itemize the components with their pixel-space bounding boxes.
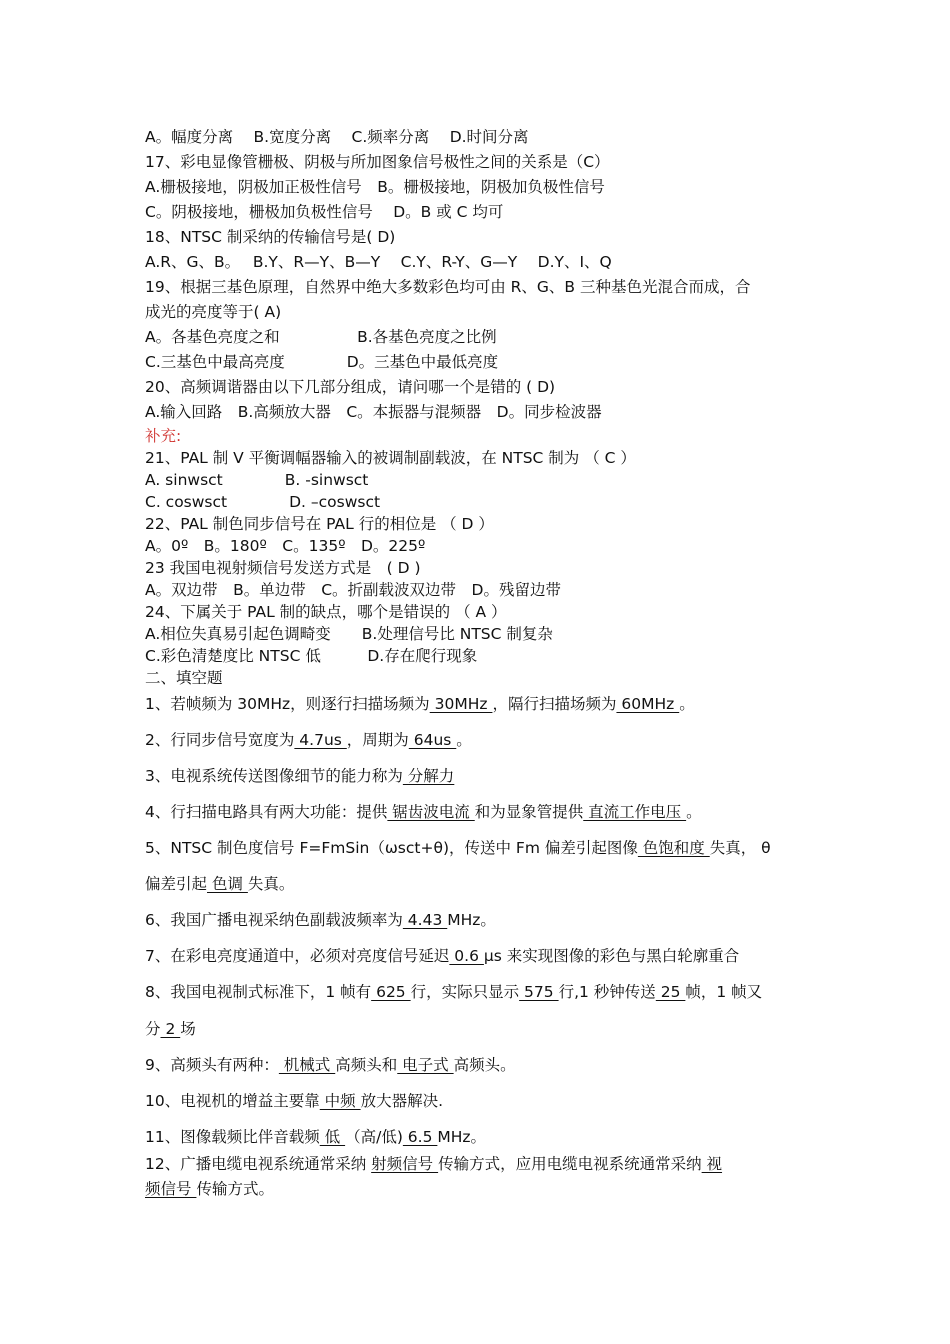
text: 。 bbox=[686, 803, 702, 821]
text: 5、NTSC 制色度信号 F=FmSin（ωsct+θ)，传送中 Fm 偏差引起图像 bbox=[145, 839, 638, 857]
choice-line: A。幅度分离 B.宽度分离 C.频率分离 D.时间分离 bbox=[145, 128, 529, 146]
supplement-line: C. coswsct D. –coswsct bbox=[145, 493, 381, 511]
text: 偏差引起 bbox=[145, 875, 208, 893]
fill-question-6 bbox=[145, 910, 496, 930]
text: 帧，1 帧又 bbox=[685, 983, 763, 1001]
supplement-line: A。0º B。180º C。135º D。225º bbox=[145, 537, 426, 555]
supplement-line: C.彩色清楚度比 NTSC 低 D.存在爬行现象 bbox=[145, 647, 478, 665]
answer: 机械式 bbox=[278, 1056, 336, 1074]
text: 行,1 秒钟传送 bbox=[558, 983, 656, 1001]
text: 行，实际只显示 bbox=[410, 983, 520, 1001]
text: 和为显象管提供 bbox=[474, 803, 584, 821]
fill-question-5 bbox=[145, 838, 771, 858]
fill-question-8 bbox=[145, 982, 762, 1002]
text: 9、高频头有两种： bbox=[145, 1056, 279, 1074]
answer: 射频信号 bbox=[371, 1155, 439, 1173]
text: 4、行扫描电路具有两大功能：提供 bbox=[145, 803, 388, 821]
answer: 2 bbox=[160, 1020, 181, 1038]
answer: 4.43 bbox=[402, 911, 448, 929]
fill-question-12-cont bbox=[145, 1179, 274, 1199]
answer: 中频 bbox=[319, 1092, 361, 1110]
text: 6、我国广播电视采纳色副载波频率为 bbox=[145, 911, 403, 929]
answer: 视 bbox=[701, 1155, 723, 1173]
text: ，隔行扫描场频为 bbox=[492, 695, 617, 713]
text: 失真。 bbox=[247, 875, 295, 893]
text: 3、电视系统传送图像细节的能力称为 bbox=[145, 767, 403, 785]
answer: 0.6 bbox=[449, 947, 484, 965]
text: 传输方式。 bbox=[196, 1180, 274, 1198]
fill-question-7 bbox=[145, 946, 739, 966]
answer: 电子式 bbox=[397, 1056, 454, 1074]
text: MHz。 bbox=[447, 911, 496, 929]
choice-line: A.栅极接地，阴极加正极性信号 B。栅极接地，阴极加负极性信号 bbox=[145, 178, 605, 196]
fill-question-8-cont bbox=[145, 1019, 196, 1039]
choice-line: C.三基色中最高亮度 D。三基色中最低亮度 bbox=[145, 353, 499, 371]
supplement-line: A。双边带 B。单边带 C。折副载波双边带 D。残留边带 bbox=[145, 581, 561, 599]
answer: 64us bbox=[408, 731, 457, 749]
supplement-label: 补充: bbox=[145, 427, 182, 445]
fill-question-1 bbox=[145, 694, 695, 714]
choice-line: C。阴极接地，栅极加负极性信号 D。B 或 C 均可 bbox=[145, 203, 504, 221]
answer: 色调 bbox=[207, 875, 248, 893]
answer: 25 bbox=[655, 983, 686, 1001]
choice-line: 17、彩电显像管栅极、阴极与所加图象信号极性之间的关系是（C） bbox=[145, 153, 610, 171]
answer: 锯齿波电流 bbox=[387, 803, 475, 821]
fill-question-4 bbox=[145, 802, 702, 822]
text: 传输方式，应用电缆电视系统通常采纳 bbox=[438, 1155, 702, 1173]
text: 失真， θ bbox=[709, 839, 771, 857]
answer: 直流工作电压 bbox=[583, 803, 687, 821]
supplement-line: 23 我国电视射频信号发送方式是 ( D ) bbox=[145, 559, 421, 577]
fill-question-12 bbox=[145, 1154, 722, 1174]
fill-question-10 bbox=[145, 1091, 443, 1111]
text: 高频头和 bbox=[335, 1056, 398, 1074]
choice-line: A.R、G、B。 B.Y、R—Y、B—Y C.Y、R-Y、G—Y D.Y、I、Q bbox=[145, 253, 612, 271]
choice-line: A.输入回路 B.高频放大器 C。本振器与混频器 D。同步检波器 bbox=[145, 403, 602, 421]
answer: 625 bbox=[371, 983, 411, 1001]
text: 2、行同步信号宽度为 bbox=[145, 731, 295, 749]
text: 8、我国电视制式标准下，1 帧有 bbox=[145, 983, 372, 1001]
text: 。 bbox=[679, 695, 695, 713]
supplement-line: 22、PAL 制色同步信号在 PAL 行的相位是 （ D ） bbox=[145, 515, 494, 533]
text: 11、图像载频比伴音载频 bbox=[145, 1128, 320, 1146]
text: 放大器解决. bbox=[360, 1092, 444, 1110]
answer: 575 bbox=[519, 983, 559, 1001]
supplement-line: A.相位失真易引起色调畸变 B.处理信号比 NTSC 制复杂 bbox=[145, 625, 553, 643]
text: （高/低) bbox=[345, 1128, 403, 1146]
answer: 60MHz bbox=[616, 695, 680, 713]
answer: 6.5 bbox=[402, 1128, 438, 1146]
choice-line: A。各基色亮度之和 B.各基色亮度之比例 bbox=[145, 328, 497, 346]
section-heading: 二、填空题 bbox=[145, 669, 223, 687]
text: MHz。 bbox=[437, 1128, 487, 1146]
supplement-line: A. sinwsct B. -sinwsct bbox=[145, 471, 369, 489]
fill-question-5-cont bbox=[145, 874, 294, 894]
text: 高频头。 bbox=[453, 1056, 516, 1074]
text: μs 来实现图像的彩色与黑白轮廓重合 bbox=[483, 947, 740, 965]
supplement-line: 24、下属关于 PAL 制的缺点，哪个是错误的 （ A ） bbox=[145, 603, 507, 621]
fill-question-3 bbox=[145, 766, 454, 786]
answer: 分解力 bbox=[402, 767, 455, 785]
fill-question-2 bbox=[145, 730, 472, 750]
text: 。 bbox=[456, 731, 472, 749]
text: 分 bbox=[145, 1020, 161, 1038]
answer: 4.7us bbox=[294, 731, 347, 749]
text: 场 bbox=[180, 1020, 196, 1038]
text: 7、在彩电亮度通道中，必须对亮度信号延迟 bbox=[145, 947, 450, 965]
supplement-line: 21、PAL 制 V 平衡调幅器输入的被调制副载波，在 NTSC 制为 （ C ） bbox=[145, 449, 636, 467]
choice-line: 19、根据三基色原理，自然界中绝大多数彩色均可由 R、G、B 三种基色光混合而成，合 bbox=[145, 278, 751, 296]
fill-question-9 bbox=[145, 1055, 516, 1075]
text: 1、若帧频为 30MHz，则逐行扫描场频为 bbox=[145, 695, 430, 713]
answer: 频信号 bbox=[145, 1180, 197, 1198]
text: 12、广播电缆电视系统通常采纳 bbox=[145, 1155, 372, 1173]
answer: 色饱和度 bbox=[637, 839, 710, 857]
choice-line: 成光的亮度等于( A) bbox=[145, 303, 282, 321]
answer: 30MHz bbox=[429, 695, 493, 713]
answer: 低 bbox=[319, 1128, 346, 1146]
choice-line: 20、高频调谐器由以下几部分组成，请问哪一个是错的 ( D) bbox=[145, 378, 556, 396]
text: ，周期为 bbox=[346, 731, 409, 749]
fill-question-11 bbox=[145, 1127, 486, 1147]
text: 10、电视机的增益主要靠 bbox=[145, 1092, 320, 1110]
choice-line: 18、NTSC 制采纳的传输信号是( D) bbox=[145, 228, 396, 246]
